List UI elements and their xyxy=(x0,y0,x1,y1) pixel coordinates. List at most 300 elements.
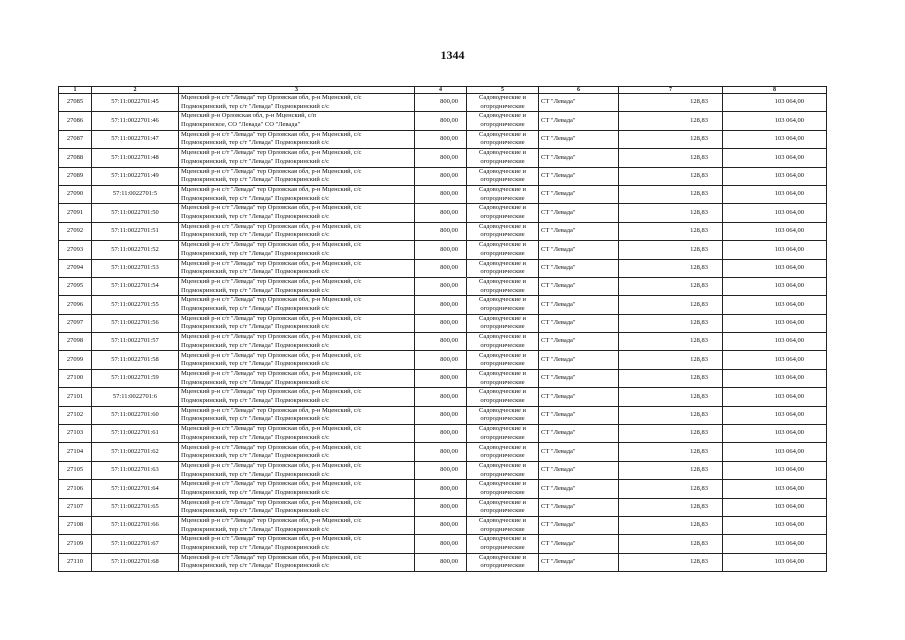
row-number-cell: 27098 xyxy=(59,333,92,351)
land-use-cell-line: Садоводческие и xyxy=(479,443,526,451)
owner-cell: СТ "Левада" xyxy=(539,222,619,240)
land-use-cell-line: огороднические xyxy=(480,360,525,368)
land-use-cell xyxy=(467,553,539,571)
row-number-cell: 27089 xyxy=(59,167,92,185)
address-cell xyxy=(179,498,415,516)
rate-cell: 128,83 xyxy=(619,241,723,259)
land-use-cell-line: огороднические xyxy=(480,507,525,515)
land-use-cell-line: огороднические xyxy=(480,304,525,312)
land-use-cell xyxy=(467,112,539,130)
land-use-cell xyxy=(467,461,539,479)
address-cell-line: Мценский р-н с/т "Левада" тер Орловская обл, р-н Мценский, с/с xyxy=(181,535,362,543)
area-cell: 800,00 xyxy=(415,443,467,461)
cadastral-value-cell: 103 064,00 xyxy=(723,277,827,295)
cadastral-value-cell: 103 064,00 xyxy=(723,516,827,534)
cadastral-value-cell: 103 064,00 xyxy=(723,185,827,203)
row-number-cell: 27105 xyxy=(59,461,92,479)
address-cell-line: Мценский р-н с/т "Левада" тер Орловская обл, р-н Мценский, с/с xyxy=(181,461,362,469)
cadastral-value-cell: 103 064,00 xyxy=(723,498,827,516)
owner-cell: СТ "Левада" xyxy=(539,480,619,498)
land-use-cell-line: Садоводческие и xyxy=(479,112,526,120)
land-use-cell-line: огороднические xyxy=(480,452,525,460)
rate-cell: 128,83 xyxy=(619,112,723,130)
address-cell-line: Мценский р-н с/т "Левада" тер Орловская обл, р-н Мценский, с/с xyxy=(181,351,362,359)
cadastral-value-cell: 103 064,00 xyxy=(723,112,827,130)
address-cell-line: Подмокринский, тер с/т "Левада" Подмокринский с/с xyxy=(181,544,330,552)
cadastral-number-cell: 57:11:0022701:51 xyxy=(92,222,179,240)
column-number: 6 xyxy=(539,87,619,94)
row-number-cell: 27107 xyxy=(59,498,92,516)
cadastral-value-cell: 103 064,00 xyxy=(723,406,827,424)
land-use-cell-line: огороднические xyxy=(480,415,525,423)
land-use-cell-line: огороднические xyxy=(480,470,525,478)
address-cell-line: Подмокринский, тер с/т "Левада" Подмокринский с/с xyxy=(181,213,330,221)
cadastral-number-cell: 57:11:0022701:49 xyxy=(92,167,179,185)
rate-cell: 128,83 xyxy=(619,185,723,203)
land-use-cell xyxy=(467,369,539,387)
cadastral-value-cell: 103 064,00 xyxy=(723,149,827,167)
address-cell xyxy=(179,259,415,277)
address-cell-line: Мценский р-н с/т "Левада" тер Орловская обл, р-н Мценский, с/с xyxy=(181,369,362,377)
address-cell xyxy=(179,241,415,259)
area-cell: 800,00 xyxy=(415,167,467,185)
cadastral-number-cell: 57:11:0022701:58 xyxy=(92,351,179,369)
land-use-cell-line: Садоводческие и xyxy=(479,241,526,249)
cadastral-value-cell: 103 064,00 xyxy=(723,461,827,479)
address-cell-line: Подмокринский, тер с/т "Левада" Подмокринский с/с xyxy=(181,249,330,257)
owner-cell: СТ "Левада" xyxy=(539,333,619,351)
land-use-cell-line: Садоводческие и xyxy=(479,130,526,138)
cadastral-number-cell: 57:11:0022701:50 xyxy=(92,204,179,222)
address-cell-line: Подмокринский, тер с/т "Левада" Подмокринский с/с xyxy=(181,194,330,202)
column-number: 5 xyxy=(467,87,539,94)
owner-cell: СТ "Левада" xyxy=(539,553,619,571)
area-cell: 800,00 xyxy=(415,130,467,148)
address-cell-line: Мценский р-н с/т "Левада" тер Орловская обл, р-н Мценский, с/с xyxy=(181,167,362,175)
cadastral-number-cell: 57:11:0022701:66 xyxy=(92,516,179,534)
land-use-cell xyxy=(467,498,539,516)
row-number-cell: 27088 xyxy=(59,149,92,167)
address-cell-line: Мценский р-н с/т "Левада" тер Орловская обл, р-н Мценский, с/с xyxy=(181,94,362,102)
area-cell: 800,00 xyxy=(415,369,467,387)
land-use-cell-line: Садоводческие и xyxy=(479,553,526,561)
owner-cell: СТ "Левада" xyxy=(539,259,619,277)
address-cell-line: Мценский р-н с/т "Левада" тер Орловская обл, р-н Мценский, с/с xyxy=(181,241,362,249)
address-cell-line: Подмокринское, СО "Левада" СО "Левада" xyxy=(181,121,301,129)
land-use-cell xyxy=(467,351,539,369)
row-number-cell: 27108 xyxy=(59,516,92,534)
address-cell-line: Мценский р-н с/т "Левада" тер Орловская обл, р-н Мценский, с/с xyxy=(181,388,362,396)
land-use-cell xyxy=(467,314,539,332)
owner-cell: СТ "Левада" xyxy=(539,167,619,185)
cadastral-value-cell: 103 064,00 xyxy=(723,443,827,461)
row-number-cell: 27102 xyxy=(59,406,92,424)
cadastral-number-cell: 57:11:0022701:59 xyxy=(92,369,179,387)
rate-cell: 128,83 xyxy=(619,277,723,295)
address-cell-line: Мценский р-н с/т "Левада" тер Орловская обл, р-н Мценский, с/с xyxy=(181,498,362,506)
land-use-cell-line: Садоводческие и xyxy=(479,461,526,469)
table-row xyxy=(59,388,827,406)
address-cell-line: Подмокринский, тер с/т "Левада" Подмокринский с/с xyxy=(181,157,330,165)
table-row xyxy=(59,222,827,240)
address-cell xyxy=(179,535,415,553)
land-use-cell-line: огороднические xyxy=(480,378,525,386)
scan-speck xyxy=(466,277,467,278)
address-cell xyxy=(179,480,415,498)
land-use-cell-line: Садоводческие и xyxy=(479,425,526,433)
row-number-cell: 27103 xyxy=(59,425,92,443)
rate-cell: 128,83 xyxy=(619,461,723,479)
land-use-cell-line: огороднические xyxy=(480,231,525,239)
cadastral-number-cell: 57:11:0022701:56 xyxy=(92,314,179,332)
area-cell: 800,00 xyxy=(415,94,467,112)
land-use-cell xyxy=(467,130,539,148)
area-cell: 800,00 xyxy=(415,112,467,130)
land-use-cell-line: огороднические xyxy=(480,157,525,165)
cadastral-value-cell: 103 064,00 xyxy=(723,369,827,387)
area-cell: 800,00 xyxy=(415,406,467,424)
land-use-cell-line: Садоводческие и xyxy=(479,314,526,322)
row-number-cell: 27104 xyxy=(59,443,92,461)
address-cell-line: Подмокринский, тер с/т "Левада" Подмокринский с/с xyxy=(181,525,330,533)
row-number-cell: 27106 xyxy=(59,480,92,498)
row-number-cell: 27095 xyxy=(59,277,92,295)
cadastral-value-cell: 103 064,00 xyxy=(723,553,827,571)
land-use-cell-line: огороднические xyxy=(480,286,525,294)
area-cell: 800,00 xyxy=(415,259,467,277)
row-number-cell: 27092 xyxy=(59,222,92,240)
owner-cell: СТ "Левада" xyxy=(539,388,619,406)
address-cell-line: Подмокринский, тер с/т "Левада" Подмокринский с/с xyxy=(181,323,330,331)
land-use-cell xyxy=(467,167,539,185)
land-use-cell-line: огороднические xyxy=(480,176,525,184)
address-cell xyxy=(179,185,415,203)
table-row xyxy=(59,241,827,259)
cadastral-value-cell: 103 064,00 xyxy=(723,388,827,406)
area-cell: 800,00 xyxy=(415,222,467,240)
land-use-cell-line: Садоводческие и xyxy=(479,480,526,488)
address-cell-line: Подмокринский, тер с/т "Левада" Подмокринский с/с xyxy=(181,360,330,368)
land-use-cell-line: огороднические xyxy=(480,139,525,147)
owner-cell: СТ "Левада" xyxy=(539,185,619,203)
address-cell xyxy=(179,516,415,534)
cadastral-value-cell: 103 064,00 xyxy=(723,94,827,112)
cadastral-value-cell: 103 064,00 xyxy=(723,535,827,553)
area-cell: 800,00 xyxy=(415,388,467,406)
address-cell-line: Мценский р-н с/т "Левада" тер Орловская обл, р-н Мценский, с/с xyxy=(181,296,362,304)
table-row xyxy=(59,185,827,203)
row-number-cell: 27109 xyxy=(59,535,92,553)
owner-cell: СТ "Левада" xyxy=(539,369,619,387)
row-number-cell: 27091 xyxy=(59,204,92,222)
address-cell xyxy=(179,94,415,112)
address-cell-line: Подмокринский, тер с/т "Левада" Подмокринский с/с xyxy=(181,507,330,515)
cadastral-value-cell: 103 064,00 xyxy=(723,333,827,351)
cadastral-number-cell: 57:11:0022701:52 xyxy=(92,241,179,259)
table-row xyxy=(59,259,827,277)
rate-cell: 128,83 xyxy=(619,498,723,516)
address-cell-line: Подмокринский, тер с/т "Левада" Подмокринский с/с xyxy=(181,286,330,294)
address-cell xyxy=(179,314,415,332)
rate-cell: 128,83 xyxy=(619,204,723,222)
land-use-cell xyxy=(467,296,539,314)
rate-cell: 128,83 xyxy=(619,333,723,351)
land-use-cell xyxy=(467,259,539,277)
rate-cell: 128,83 xyxy=(619,553,723,571)
address-cell-line: Подмокринский, тер с/т "Левада" Подмокринский с/с xyxy=(181,488,330,496)
address-cell xyxy=(179,388,415,406)
cadastral-number-cell: 57:11:0022701:55 xyxy=(92,296,179,314)
rate-cell: 128,83 xyxy=(619,516,723,534)
address-cell-line: Подмокринский, тер с/т "Левада" Подмокринский с/с xyxy=(181,176,330,184)
address-cell-line: Мценский р-н с/т "Левада" тер Орловская обл, р-н Мценский, с/с xyxy=(181,425,362,433)
land-use-cell-line: Садоводческие и xyxy=(479,517,526,525)
address-cell xyxy=(179,351,415,369)
rate-cell: 128,83 xyxy=(619,369,723,387)
address-cell xyxy=(179,443,415,461)
area-cell: 800,00 xyxy=(415,553,467,571)
rate-cell: 128,83 xyxy=(619,149,723,167)
address-cell-line: Подмокринский, тер с/т "Левада" Подмокринский с/с xyxy=(181,415,330,423)
address-cell xyxy=(179,425,415,443)
rate-cell: 128,83 xyxy=(619,94,723,112)
table-row xyxy=(59,277,827,295)
land-use-cell-line: Садоводческие и xyxy=(479,259,526,267)
land-use-cell-line: огороднические xyxy=(480,249,525,257)
owner-cell: СТ "Левада" xyxy=(539,351,619,369)
column-number-row xyxy=(59,87,827,94)
land-use-cell xyxy=(467,277,539,295)
address-cell-line: Подмокринский, тер с/т "Левада" Подмокринский с/с xyxy=(181,433,330,441)
table-row xyxy=(59,314,827,332)
address-cell-line: Подмокринский, тер с/т "Левада" Подмокринский с/с xyxy=(181,231,330,239)
owner-cell: СТ "Левада" xyxy=(539,94,619,112)
table-row xyxy=(59,406,827,424)
column-number: 4 xyxy=(415,87,467,94)
address-cell-line: Мценский р-н с/т "Левада" тер Орловская обл, р-н Мценский, с/с xyxy=(181,480,362,488)
land-use-cell xyxy=(467,388,539,406)
cadastral-number-cell: 57:11:0022701:48 xyxy=(92,149,179,167)
address-cell-line: Мценский р-н с/т "Левада" тер Орловская обл, р-н Мценский, с/с xyxy=(181,204,362,212)
address-cell xyxy=(179,112,415,130)
land-use-cell-line: огороднические xyxy=(480,433,525,441)
cadastral-number-cell: 57:11:0022701:61 xyxy=(92,425,179,443)
address-cell-line: Мценский р-н с/т "Левада" тер Орловская обл, р-н Мценский, с/с xyxy=(181,130,362,138)
cadastral-number-cell: 57:11:0022701:67 xyxy=(92,535,179,553)
owner-cell: СТ "Левада" xyxy=(539,498,619,516)
land-use-cell-line: Садоводческие и xyxy=(479,204,526,212)
table-row xyxy=(59,516,827,534)
cadastral-number-cell: 57:11:0022701:64 xyxy=(92,480,179,498)
land-use-cell-line: Садоводческие и xyxy=(479,498,526,506)
address-cell-line: Подмокринский, тер с/т "Левада" Подмокринский с/с xyxy=(181,470,330,478)
cadastral-number-cell: 57:11:0022701:46 xyxy=(92,112,179,130)
land-use-cell xyxy=(467,185,539,203)
cadastral-number-cell: 57:11:0022701:45 xyxy=(92,94,179,112)
land-use-cell xyxy=(467,535,539,553)
land-use-cell xyxy=(467,406,539,424)
land-use-cell-line: огороднические xyxy=(480,525,525,533)
owner-cell: СТ "Левада" xyxy=(539,406,619,424)
address-cell xyxy=(179,149,415,167)
table-row xyxy=(59,333,827,351)
address-cell-line: Мценский р-н с/т "Левада" тер Орловская обл, р-н Мценский, с/с xyxy=(181,149,362,157)
address-cell xyxy=(179,277,415,295)
table-row xyxy=(59,553,827,571)
column-number: 1 xyxy=(59,87,92,94)
area-cell: 800,00 xyxy=(415,296,467,314)
address-cell-line: Мценский р-н с/т "Левада" тер Орловская обл, р-н Мценский, с/с xyxy=(181,517,362,525)
cadastral-number-cell: 57:11:0022701:65 xyxy=(92,498,179,516)
rate-cell: 128,83 xyxy=(619,443,723,461)
cadastral-number-cell: 57:11:0022701:57 xyxy=(92,333,179,351)
address-cell xyxy=(179,296,415,314)
rate-cell: 128,83 xyxy=(619,259,723,277)
area-cell: 800,00 xyxy=(415,185,467,203)
rate-cell: 128,83 xyxy=(619,388,723,406)
area-cell: 800,00 xyxy=(415,535,467,553)
address-cell-line: Подмокринский, тер с/т "Левада" Подмокринский с/с xyxy=(181,341,330,349)
table-row xyxy=(59,369,827,387)
table-row xyxy=(59,296,827,314)
row-number-cell: 27087 xyxy=(59,130,92,148)
row-number-cell: 27100 xyxy=(59,369,92,387)
cadastral-number-cell: 57:11:0022701:60 xyxy=(92,406,179,424)
cadastral-number-cell: 57:11:0022701:68 xyxy=(92,553,179,571)
owner-cell: СТ "Левада" xyxy=(539,296,619,314)
cadastral-number-cell: 57:11:0022701:62 xyxy=(92,443,179,461)
address-cell xyxy=(179,333,415,351)
rate-cell: 128,83 xyxy=(619,425,723,443)
land-use-cell-line: Садоводческие и xyxy=(479,149,526,157)
column-number: 3 xyxy=(179,87,415,94)
land-use-cell-line: огороднические xyxy=(480,323,525,331)
land-use-cell-line: огороднические xyxy=(480,341,525,349)
cadastral-value-cell: 103 064,00 xyxy=(723,130,827,148)
row-number-cell: 27085 xyxy=(59,94,92,112)
table-row xyxy=(59,204,827,222)
cadastral-value-cell: 103 064,00 xyxy=(723,167,827,185)
land-use-cell-line: Садоводческие и xyxy=(479,222,526,230)
table-row xyxy=(59,498,827,516)
rate-cell: 128,83 xyxy=(619,222,723,240)
row-number-cell: 27093 xyxy=(59,241,92,259)
table-row xyxy=(59,480,827,498)
cadastral-value-cell: 103 064,00 xyxy=(723,314,827,332)
land-use-cell-line: Садоводческие и xyxy=(479,388,526,396)
address-cell-line: Подмокринский, тер с/т "Левада" Подмокринский с/с xyxy=(181,562,330,570)
address-cell-line: Подмокринский, тер с/т "Левада" Подмокринский с/с xyxy=(181,268,330,276)
cadastral-number-cell: 57:11:0022701:6 xyxy=(92,388,179,406)
address-cell-line: Подмокринский, тер с/т "Левада" Подмокринский с/с xyxy=(181,304,330,312)
owner-cell: СТ "Левада" xyxy=(539,516,619,534)
table-row xyxy=(59,149,827,167)
address-cell-line: Подмокринский, тер с/т "Левада" Подмокринский с/с xyxy=(181,102,330,110)
area-cell: 800,00 xyxy=(415,149,467,167)
table-row xyxy=(59,167,827,185)
table-row xyxy=(59,112,827,130)
cadastral-value-cell: 103 064,00 xyxy=(723,480,827,498)
land-use-cell-line: Садоводческие и xyxy=(479,296,526,304)
land-use-cell xyxy=(467,333,539,351)
land-use-cell xyxy=(467,516,539,534)
table-row xyxy=(59,461,827,479)
address-cell xyxy=(179,222,415,240)
land-use-cell-line: огороднические xyxy=(480,396,525,404)
rate-cell: 128,83 xyxy=(619,351,723,369)
address-cell xyxy=(179,167,415,185)
table-row xyxy=(59,94,827,112)
table-row xyxy=(59,425,827,443)
owner-cell: СТ "Левада" xyxy=(539,277,619,295)
area-cell: 800,00 xyxy=(415,498,467,516)
area-cell: 800,00 xyxy=(415,277,467,295)
table-row xyxy=(59,535,827,553)
cadastral-number-cell: 57:11:0022701:54 xyxy=(92,277,179,295)
area-cell: 800,00 xyxy=(415,314,467,332)
address-cell-line: Подмокринский, тер с/т "Левада" Подмокринский с/с xyxy=(181,139,330,147)
land-use-cell-line: Садоводческие и xyxy=(479,278,526,285)
owner-cell: СТ "Левада" xyxy=(539,204,619,222)
area-cell: 800,00 xyxy=(415,204,467,222)
land-use-cell-line: огороднические xyxy=(480,488,525,496)
address-cell xyxy=(179,369,415,387)
address-cell-line: Мценский р-н с/т "Левада" тер Орловская обл, р-н Мценский, с/с xyxy=(181,553,362,561)
address-cell xyxy=(179,461,415,479)
cadastral-value-cell: 103 064,00 xyxy=(723,351,827,369)
owner-cell: СТ "Левада" xyxy=(539,130,619,148)
address-cell-line: Подмокринский, тер с/т "Левада" Подмокринский с/с xyxy=(181,452,330,460)
cadastral-value-cell: 103 064,00 xyxy=(723,204,827,222)
cadastral-number-cell: 57:11:0022701:5 xyxy=(92,185,179,203)
land-use-cell-line: огороднические xyxy=(480,213,525,221)
rate-cell: 128,83 xyxy=(619,130,723,148)
cadastral-value-cell: 103 064,00 xyxy=(723,425,827,443)
owner-cell: СТ "Левада" xyxy=(539,535,619,553)
rate-cell: 128,83 xyxy=(619,535,723,553)
area-cell: 800,00 xyxy=(415,333,467,351)
row-number-cell: 27086 xyxy=(59,112,92,130)
row-number-cell: 27090 xyxy=(59,185,92,203)
owner-cell: СТ "Левада" xyxy=(539,149,619,167)
land-use-cell-line: Садоводческие и xyxy=(479,333,526,341)
address-cell-line: Мценский р-н с/т "Левада" тер Орловская обл, р-н Мценский, с/с xyxy=(181,278,362,285)
land-use-cell-line: Садоводческие и xyxy=(479,535,526,543)
land-use-cell xyxy=(467,480,539,498)
land-use-cell-line: огороднические xyxy=(480,544,525,552)
table-row xyxy=(59,443,827,461)
land-use-cell-line: огороднические xyxy=(480,121,525,129)
land-use-cell-line: огороднические xyxy=(480,268,525,276)
area-cell: 800,00 xyxy=(415,516,467,534)
rate-cell: 128,83 xyxy=(619,406,723,424)
land-use-cell xyxy=(467,94,539,112)
land-use-cell-line: огороднические xyxy=(480,194,525,202)
address-cell-line: Мценский р-н с/т "Левада" тер Орловская обл, р-н Мценский, с/с xyxy=(181,314,362,322)
row-number-cell: 27094 xyxy=(59,259,92,277)
area-cell: 800,00 xyxy=(415,461,467,479)
cadastral-value-cell: 103 064,00 xyxy=(723,241,827,259)
land-use-cell-line: Садоводческие и xyxy=(479,369,526,377)
owner-cell: СТ "Левада" xyxy=(539,112,619,130)
page-number: 1344 xyxy=(440,48,465,62)
land-use-cell-line: огороднические xyxy=(480,102,525,110)
address-cell-line: Подмокринский, тер с/т "Левада" Подмокринский с/с xyxy=(181,396,330,404)
area-cell: 800,00 xyxy=(415,351,467,369)
owner-cell: СТ "Левада" xyxy=(539,443,619,461)
row-number-cell: 27101 xyxy=(59,388,92,406)
address-cell-line: Мценский р-н с/т "Левада" тер Орловская обл, р-н Мценский, с/с xyxy=(181,259,362,267)
